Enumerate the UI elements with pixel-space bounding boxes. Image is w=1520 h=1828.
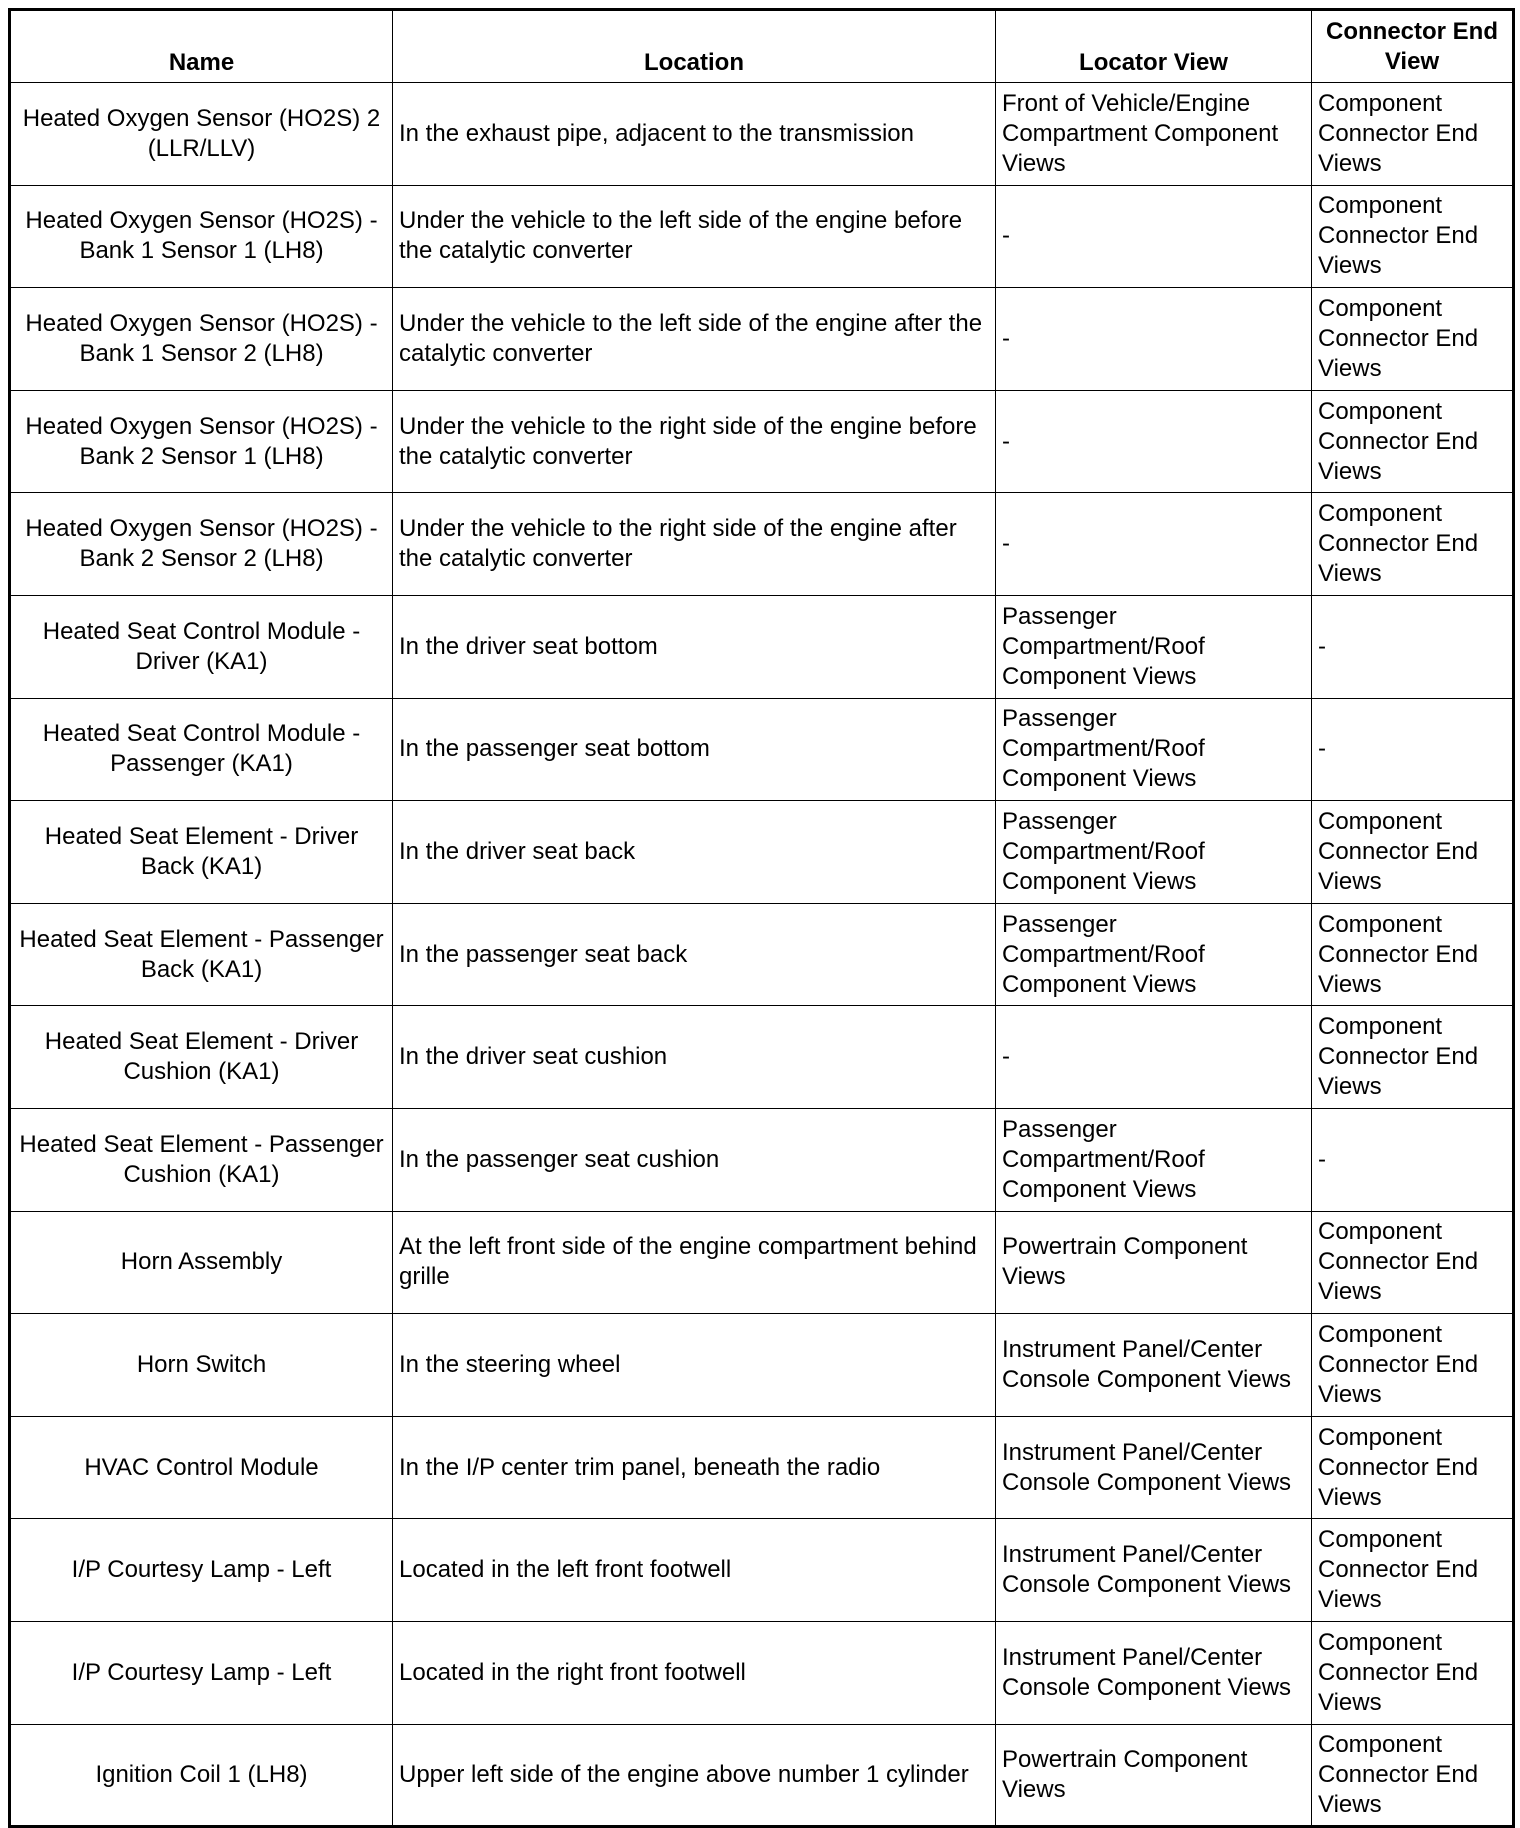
cell-name: Ignition Coil 1 (LH8) (10, 1724, 393, 1827)
table-row (10, 1621, 1514, 1724)
table-header (10, 10, 1514, 83)
table-row (10, 1314, 1514, 1417)
cell-locator-view: - (996, 185, 1312, 288)
table-row (10, 1211, 1514, 1314)
cell-locator-view: - (996, 390, 1312, 493)
table-row (10, 390, 1514, 493)
column-header-location: Location (393, 10, 996, 83)
table-row (10, 1519, 1514, 1622)
cell-locator-view: Instrument Panel/Center Console Component Views (996, 1314, 1312, 1417)
cell-location: In the exhaust pipe, adjacent to the transmission (393, 83, 996, 186)
cell-locator-view: Passenger Compartment/Roof Component Views (996, 1108, 1312, 1211)
cell-location: In the passenger seat back (393, 903, 996, 1006)
cell-name: Horn Switch (10, 1314, 393, 1417)
cell-locator-view: Instrument Panel/Center Console Component Views (996, 1416, 1312, 1519)
cell-locator-view: Instrument Panel/Center Console Component Views (996, 1621, 1312, 1724)
cell-locator-view: Passenger Compartment/Roof Component Views (996, 903, 1312, 1006)
cell-connector-end-view: - (1312, 1108, 1514, 1211)
table-row (10, 1108, 1514, 1211)
column-header-name: Name (10, 10, 393, 83)
cell-connector-end-view: Component Connector End Views (1312, 801, 1514, 904)
table-row (10, 185, 1514, 288)
table-row (10, 493, 1514, 596)
cell-location: In the I/P center trim panel, beneath the radio (393, 1416, 996, 1519)
component-locator-table (8, 8, 1515, 1828)
cell-connector-end-view: Component Connector End Views (1312, 185, 1514, 288)
cell-name: Heated Oxygen Sensor (HO2S) - Bank 2 Sensor 1 (LH8) (10, 390, 393, 493)
cell-name: HVAC Control Module (10, 1416, 393, 1519)
cell-location: In the driver seat cushion (393, 1006, 996, 1109)
cell-locator-view: Front of Vehicle/Engine Compartment Component Views (996, 83, 1312, 186)
cell-locator-view: - (996, 493, 1312, 596)
cell-location: In the driver seat back (393, 801, 996, 904)
cell-name: Heated Seat Control Module - Passenger (KA1) (10, 698, 393, 801)
cell-connector-end-view: Component Connector End Views (1312, 1416, 1514, 1519)
cell-location: Under the vehicle to the right side of the engine before the catalytic converter (393, 390, 996, 493)
column-header-connector-end-view: Connector End View (1312, 10, 1514, 83)
cell-name: Heated Oxygen Sensor (HO2S) - Bank 1 Sensor 2 (LH8) (10, 288, 393, 391)
cell-location: In the steering wheel (393, 1314, 996, 1417)
cell-name: Heated Seat Control Module - Driver (KA1) (10, 595, 393, 698)
cell-locator-view: - (996, 288, 1312, 391)
cell-connector-end-view: Component Connector End Views (1312, 1211, 1514, 1314)
table-row (10, 1006, 1514, 1109)
cell-connector-end-view: - (1312, 595, 1514, 698)
cell-location: In the driver seat bottom (393, 595, 996, 698)
table-body (10, 83, 1514, 1827)
cell-connector-end-view: Component Connector End Views (1312, 1006, 1514, 1109)
cell-connector-end-view: Component Connector End Views (1312, 83, 1514, 186)
table-row (10, 1724, 1514, 1827)
cell-connector-end-view: Component Connector End Views (1312, 390, 1514, 493)
table-row (10, 83, 1514, 186)
table-row (10, 698, 1514, 801)
cell-name: Heated Seat Element - Driver Cushion (KA1) (10, 1006, 393, 1109)
cell-name: Heated Seat Element - Driver Back (KA1) (10, 801, 393, 904)
cell-location: Under the vehicle to the left side of the engine after the catalytic converter (393, 288, 996, 391)
cell-location: Located in the left front footwell (393, 1519, 996, 1622)
cell-location: In the passenger seat cushion (393, 1108, 996, 1211)
cell-connector-end-view: Component Connector End Views (1312, 493, 1514, 596)
cell-connector-end-view: Component Connector End Views (1312, 1519, 1514, 1622)
table-row (10, 595, 1514, 698)
cell-name: I/P Courtesy Lamp - Left (10, 1621, 393, 1724)
cell-connector-end-view: Component Connector End Views (1312, 288, 1514, 391)
cell-location: Located in the right front footwell (393, 1621, 996, 1724)
cell-connector-end-view: Component Connector End Views (1312, 903, 1514, 1006)
cell-location: In the passenger seat bottom (393, 698, 996, 801)
cell-locator-view: Instrument Panel/Center Console Component Views (996, 1519, 1312, 1622)
cell-locator-view: - (996, 1006, 1312, 1109)
cell-connector-end-view: Component Connector End Views (1312, 1314, 1514, 1417)
table-row (10, 903, 1514, 1006)
cell-location: Upper left side of the engine above number 1 cylinder (393, 1724, 996, 1827)
table-row (10, 1416, 1514, 1519)
header-row (10, 10, 1514, 83)
cell-locator-view: Passenger Compartment/Roof Component Views (996, 595, 1312, 698)
table-row (10, 801, 1514, 904)
cell-connector-end-view: Component Connector End Views (1312, 1724, 1514, 1827)
table-row (10, 288, 1514, 391)
cell-connector-end-view: Component Connector End Views (1312, 1621, 1514, 1724)
component-locator-document (8, 8, 1512, 1828)
cell-locator-view: Powertrain Component Views (996, 1724, 1312, 1827)
cell-locator-view: Passenger Compartment/Roof Component Views (996, 698, 1312, 801)
cell-locator-view: Powertrain Component Views (996, 1211, 1312, 1314)
column-header-locator-view: Locator View (996, 10, 1312, 83)
cell-name: I/P Courtesy Lamp - Left (10, 1519, 393, 1622)
cell-name: Heated Oxygen Sensor (HO2S) - Bank 1 Sensor 1 (LH8) (10, 185, 393, 288)
cell-location: Under the vehicle to the left side of the engine before the catalytic converter (393, 185, 996, 288)
cell-name: Heated Oxygen Sensor (HO2S) - Bank 2 Sensor 2 (LH8) (10, 493, 393, 596)
cell-name: Heated Seat Element - Passenger Back (KA1) (10, 903, 393, 1006)
cell-locator-view: Passenger Compartment/Roof Component Views (996, 801, 1312, 904)
cell-name: Horn Assembly (10, 1211, 393, 1314)
cell-name: Heated Oxygen Sensor (HO2S) 2 (LLR/LLV) (10, 83, 393, 186)
cell-location: Under the vehicle to the right side of the engine after the catalytic converter (393, 493, 996, 596)
cell-location: At the left front side of the engine compartment behind grille (393, 1211, 996, 1314)
cell-connector-end-view: - (1312, 698, 1514, 801)
cell-name: Heated Seat Element - Passenger Cushion (KA1) (10, 1108, 393, 1211)
